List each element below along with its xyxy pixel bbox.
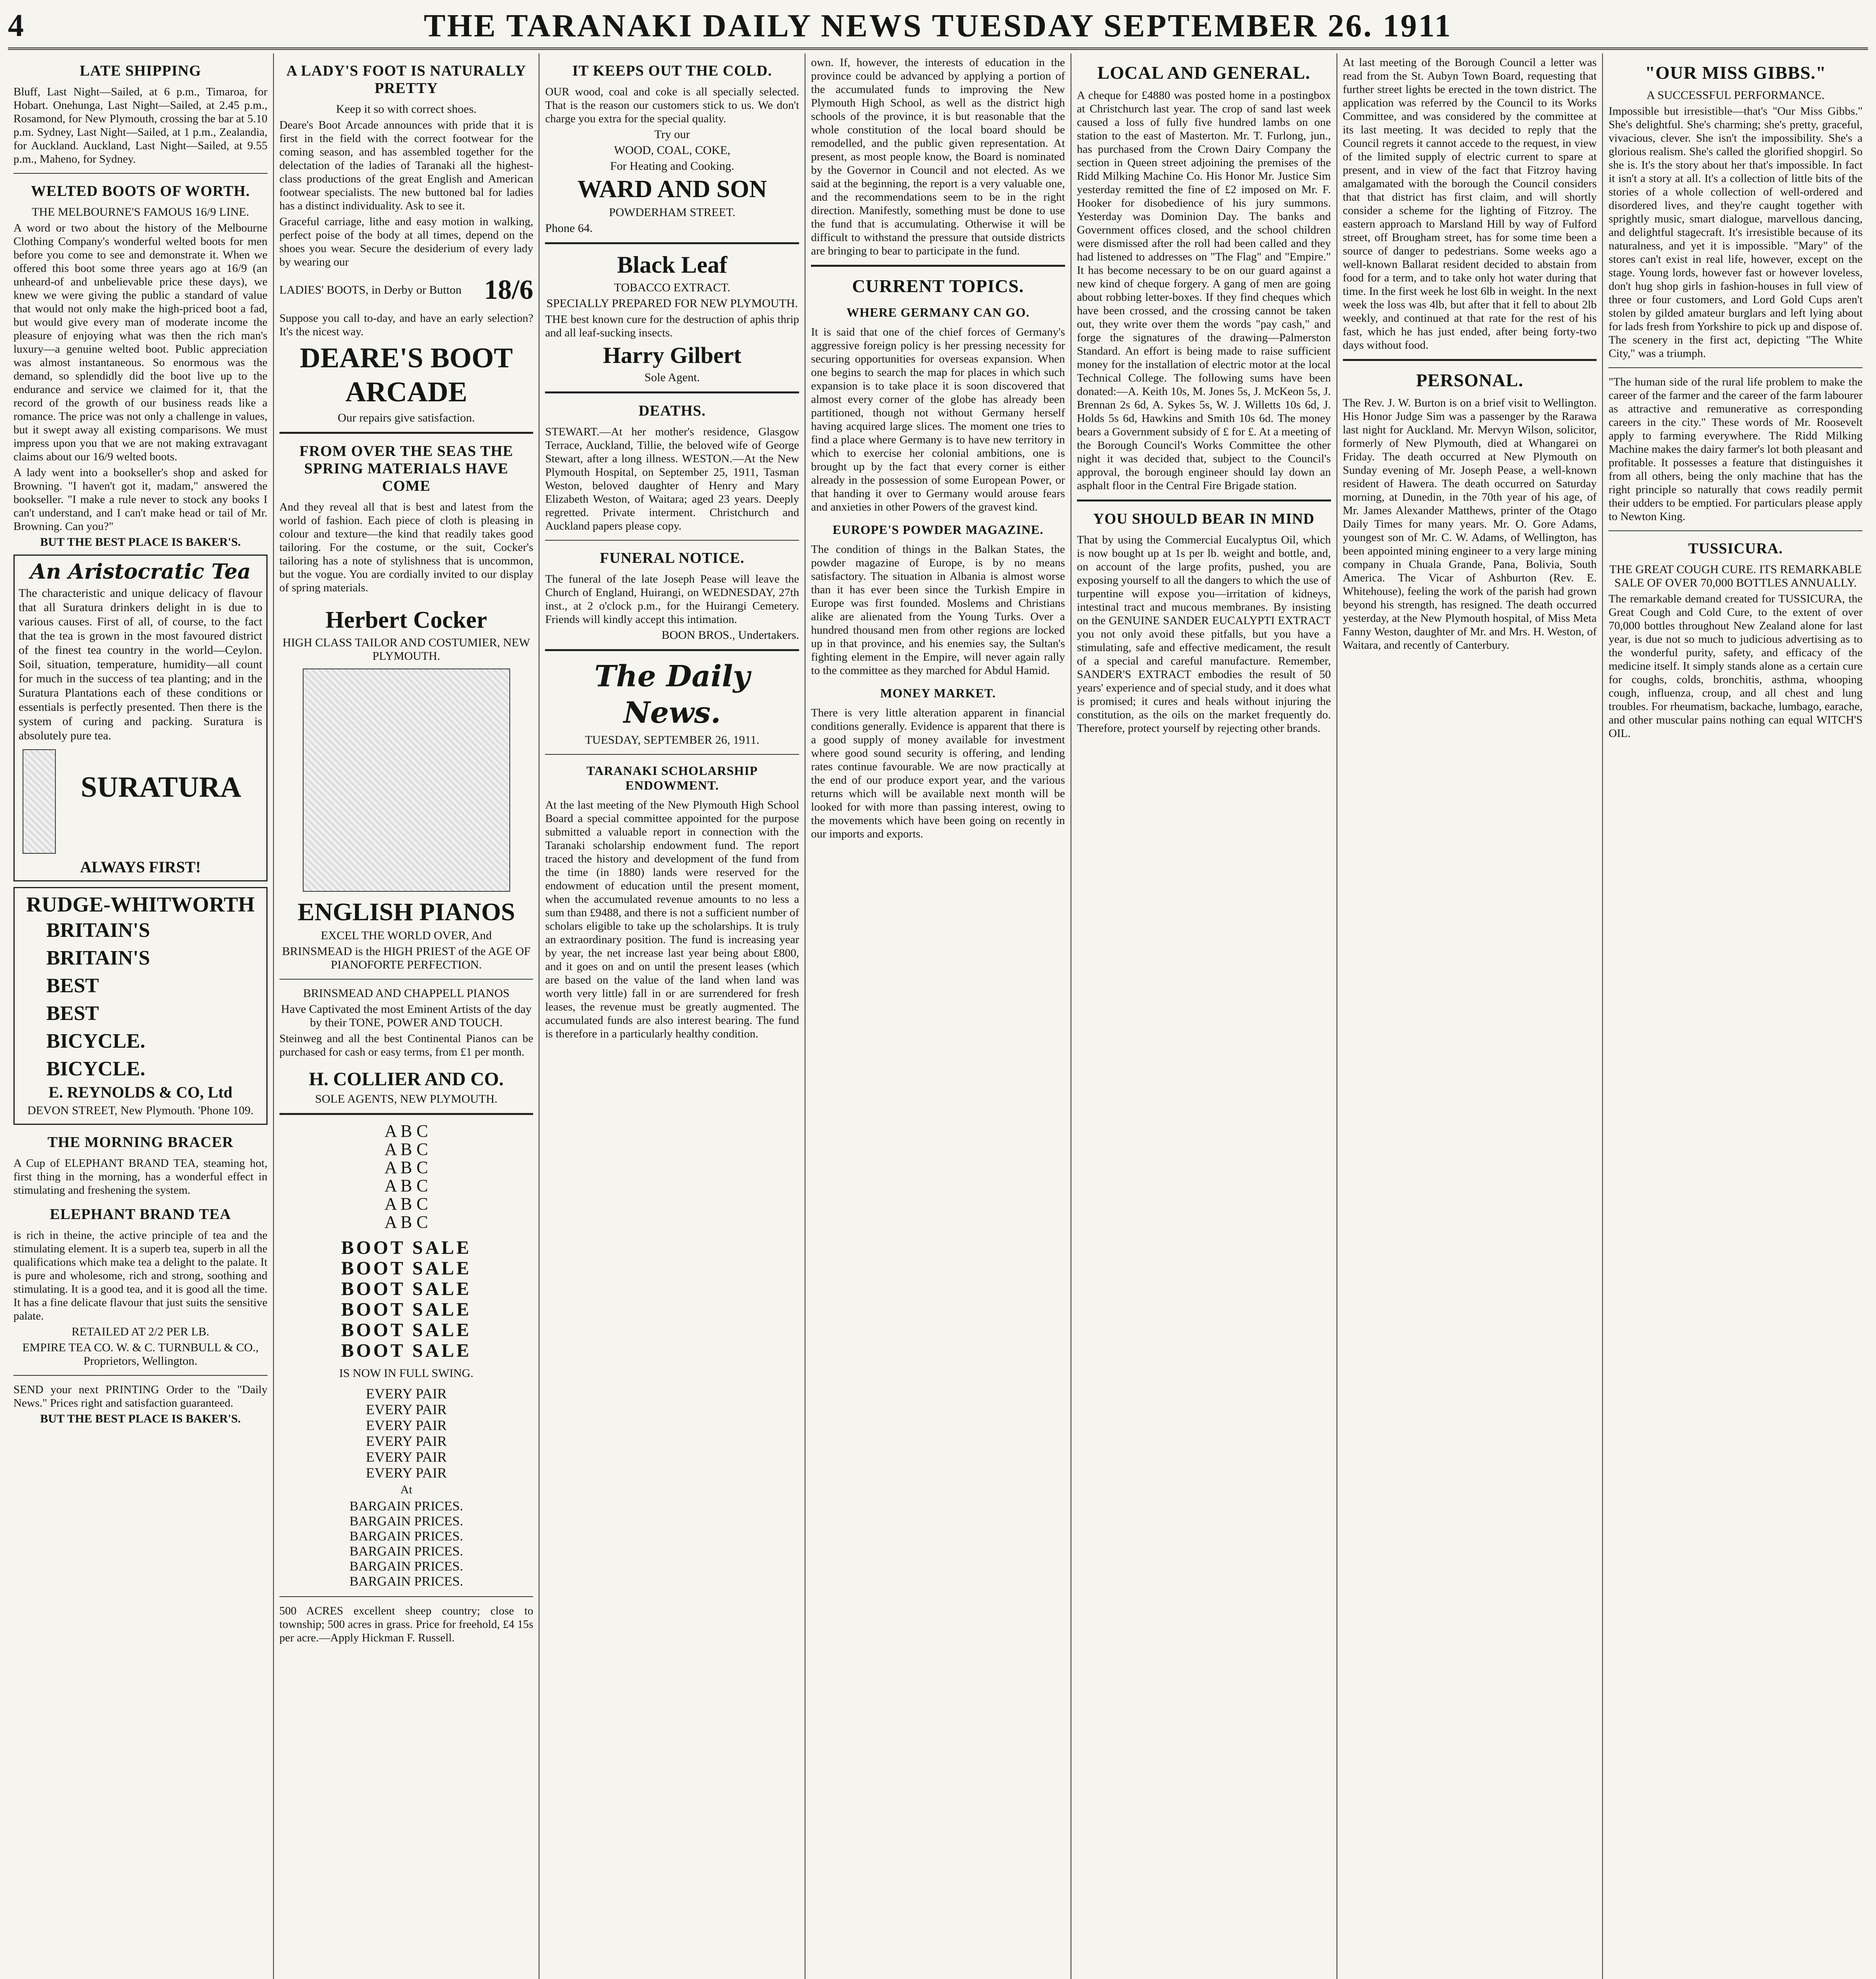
bargain-line: BARGAIN PRICES. <box>349 1529 463 1544</box>
page-title: THE TARANAKI DAILY NEWS TUESDAY SEPTEMBER 26. 1911 <box>423 8 1453 44</box>
acres-advert: 500 ACRES excellent sheep country; close to township; 500 acres in grass. Price for freehold, £4 15s per acre.—Apply Hickman F. Russell. <box>279 1605 534 1644</box>
abc-line: A B C <box>384 1212 428 1232</box>
germany-heading: WHERE GERMANY CAN GO. <box>846 305 1030 319</box>
local-text: A cheque for £4880 was posted home in a postingbox at Christchurch last year. The crop of sand last week caused a loss of fully five hundred lambs on one station to the east of Masterton. Mr. T. Furlong, jun., has purchased from the Crown Dairy Company the section in Queen street adjoining the premises of the Ridd Milking Machine Co. His Honor Mr. Justice Sim yesterday remitted the fine of £2 imposed on Mr. F. Hooker for disobedience of his jury summons. Yesterday was Dominion Day. The banks and Government offices closed, and the school children were dismissed after the roll had been called and they had listened to addresses on "The Flag" and "Empire." It has become necessary to be on our guard against a new kind of cheque forgery. A gang of men are going about robbing letter-boxes. If they find cheques which have been crossed, and the crossing cannot be taken out, they write over them the words "pay cash," and forge the signatures of the drawing—Palmerston Standard. An effort is being made to raise sufficient money for the installation of electric motor at the local Technical College. The following sums have been donated:—A. Keith 10s, M. Jones 5s, J. McKeon 5s, J. Brennan 2s 6d, A. Sykes 5s, W. J. Willetts 10s 6d, J. Holds 5s 6d, Hawkins and Smith 10s 6d. The money bears a Government subsidy of £ for £. At a meeting of the Borough Council's Works Committee the other night it was decided that, subject to the Council's approval, the borough engineer should lay down an asphalt floor in the Central Fire Brigade station. <box>1077 89 1331 492</box>
tea-title: An Aristocratic Tea <box>30 560 251 584</box>
abc-line: A B C <box>384 1158 428 1177</box>
boot-sale-block <box>279 1238 534 1361</box>
bracer-text: A Cup of ELEPHANT BRAND TEA, steaming hot, first thing in the morning, has a wonderful effect in stimulating and freshening the system. <box>13 1157 268 1197</box>
col6-lead-text: At last meeting of the Borough Council a letter was read from the St. Aubyn Town Board, requesting that further street lights be erected in the town district. The application was referred by the Council to its Works Committee, and was considered by the committee at its last meeting. It was decided to reply that the Council regrets it cannot accede to the request, in view of the limited supply of electric current to spare at present, and in view of the fact that Fitzroy having amalgamated with the borough the Council considers that that district has first claim, and will shortly consider a scheme for the lighting of Fitzroy. The eastern approach to Marsland Hill by way of Fulford street, off Brougham street, has for some time been a source of danger to pedestrians. Some weeks ago a well-known Ballarat resident decided to abstain from food for a term, and to take only hot water during that time. In the first week he lost 6lb in weight. In the next week the loss was 4lb, but after that it fell to about 2lb weekly, and continued at that rate for the rest of his fast, which he has just ended, after being forty-two days without food. <box>1342 56 1597 351</box>
reynolds-name: E. REYNOLDS & CO, Ltd <box>48 1083 233 1101</box>
rudge-list <box>19 917 262 1083</box>
tussicura-sub: THE GREAT COUGH CURE. ITS REMARKABLE SALE OF OVER 70,000 BOTTLES ANNUALLY. <box>1609 563 1862 589</box>
boot-sale-line: BOOT SALE <box>341 1237 472 1258</box>
at-line: At <box>400 1483 412 1496</box>
every-pair-line: EVERY PAIR <box>366 1465 447 1481</box>
specially-line: SPECIALLY PREPARED FOR NEW PLYMOUTH. <box>546 297 798 310</box>
boots-text: A word or two about the history of the Melbourne Clothing Company's wonderful welted boots for men before you come to see and demonstrate it. When we offered this boot some three years ago at 16/9 (an unheard-of and unbelievable price these days), we knew we were giving the public a standard of value that would not only make the high-priced boot a fad, but would give every man of moderate income the pleasure of enjoying what was then the rich man's luxury—a genuine welted boot. Public appreciation was almost instantaneous. So enormous was the demand, so splendidly did the boot live up to the endurance and service we claimed for it, that the record of the growth of our business reads like a romance. The price was not only a challenge in values, but it swept away all existing comparisons. We must impress upon you that we are not making extravagant claims about our 16/9 welted boots. <box>13 222 268 463</box>
powder-text: The condition of things in the Balkan States, the powder magazine of Europe, is by no means satisfactory. The situation in Albania is almost worse than it has ever been since the Turkish Empire in Europe was first founded. Moslems and Christians alike are alienated from the Young Turks. Over a hundred thousand men from other regions are locked up in that province, and his enemies say, the Sultan's fighting element in the Empire, will never again rally to the committee as they marched for Abdul Hamid. <box>811 543 1065 677</box>
shipping-text: Bluff, Last Night—Sailed, at 6 p.m., Timaroa, for Hobart. Onehunga, Last Night—Sailed, at 2.45 p.m., Rosamond, for New Plymouth, crossing the bar at 5.10 p.m. Sydney, Last Night—Sailed, at 1 p.m., Zealandia, for Auckland. Auckland, Last Night—Sailed, at 9.55 p.m., Maheno, for Sydney. <box>13 85 268 165</box>
every-pair-line: EVERY PAIR <box>366 1449 447 1465</box>
boot-sale-line: BOOT SALE <box>341 1340 472 1361</box>
tea-text: The characteristic and unique delicacy of flavour that all Suratura drinkers delight in is due to various causes. First of all, of course, to the fact that the tea is grown in the most favoured district of the finest tea country in the world—Ceylon. Soil, situation, temperature, humidity—all count for much in the success of tea planting; and in the Suratura Plantations each of these conditions or essentials is perfectly presented. Then there is the system of curing and packing. Suratura is absolutely pure tea. <box>19 587 262 742</box>
deaths-text: STEWART.—At her mother's residence, Glasgow Terrace, Auckland, Tillie, the beloved wife of George Stewart, after a long illness. WESTON.—At the New Plymouth Hospital, on September 25, 1911, Tasman Weston, beloved daughter of Henry and Mary Elizabeth Weston, of Waitara; aged 23 years. Deeply regretted. Private interment. Christchurch and Auckland papers please copy. <box>545 425 799 532</box>
money-text: There is very little alteration apparent in financial conditions generally. Evidence is apparent that there is a good supply of money available for investment where good sound security is offering, and lending rates continue favourable. We are now practically at the end of our produce export year, and the various returns which will be available next month will be looked for with more than passing interest, owing to the movements which have been going on recently in our imports and exports. <box>811 707 1065 840</box>
coal-text: OUR wood, coal and coke is all specially selected. That is the reason our customers stick to us. We don't charge you extra for the special quality. <box>545 85 799 125</box>
local-heading: LOCAL AND GENERAL. <box>1097 63 1310 83</box>
every-pair-line: EVERY PAIR <box>366 1433 447 1449</box>
funeral-heading: FUNERAL NOTICE. <box>600 550 745 566</box>
keeps-cold: IT KEEPS OUT THE COLD. <box>572 63 772 79</box>
boots-sub: THE MELBOURNE'S FAMOUS 16/9 LINE. <box>32 205 249 218</box>
gibbs-sub: A SUCCESSFUL PERFORMANCE. <box>1646 89 1825 102</box>
tussicura-heading: TUSSICURA. <box>1688 540 1783 557</box>
suratura-brand: SURATURA <box>81 771 241 803</box>
money-heading: MONEY MARKET. <box>880 686 996 700</box>
personal-text: The Rev. J. W. Burton is on a brief visit to Wellington. His Honor Judge Sim was a passenger by the Rarawa last night for Auckland. Mr. Mervyn Wilson, solicitor, formerly of New Plymouth, died at Whangarei on Friday. The death occurred at New Plymouth on Sunday evening of Mr. Joseph Pease, a well-known resident of Hawera. The death occurred on Saturday morning, at Dunedin, in the 70th year of his age, of Mr. James Alexander Matthews, printer of the Otago Daily Times for many years. Mr. O. Gore Adams, youngest son of Mr. C. W. Adams, of Wellington, has been appointed mining engineer to a very large mining company in Chuala Grande, Pana, Bolivia, South America. The Vicar of Ashburton (Rev. E. Whitehouse), feeling the work of the parish had grown beyond his strength, has resigned. The death occurred yesterday, at the New Plymouth hospital, of Miss Meta Fanny Weston, daughter of Mr. and Mrs. H. Weston, of Waitara, and recently of Canterbury. <box>1342 397 1597 651</box>
heating-line: For Heating and Cooking. <box>610 160 734 173</box>
boot-sale-line: BOOT SALE <box>341 1258 472 1279</box>
column-1 <box>8 53 274 1979</box>
scholarship-text: At the last meeting of the New Plymouth High School Board a special committee appointed for the purpose submitted a valuable report in connection with the Taranaki scholarship endowment fund. The report traced the history and development of the fund from the time (in 1880) lands were reserved for the endowment of education until the present moment, when the accumulated revenue amounts to no less a sum than £9488, and there is not a sufficient number of scholars eligible to take up the scholarships. It is truly an extraordinary position. The fund is increasing year by year, the net increase last year being about £800, and it goes on and on until the present leases (which are based on the value of the land when land was worth very little) fall in or are surrendered for fresh leases, the revenue must be greatly augmented. The accumulated funds are also interest bearing. The fund is therefore in a particularly healthy condition. <box>545 799 799 1040</box>
try-our: Try our <box>654 128 690 141</box>
retailed-price: RETAILED AT 2/2 PER LB. <box>71 1325 209 1338</box>
empire-tea: EMPIRE TEA CO. W. & C. TURNBULL & CO., Proprietors, Wellington. <box>22 1341 259 1367</box>
remember-heading: YOU SHOULD BEAR IN MIND <box>1093 511 1315 527</box>
pianos-heading: ENGLISH PIANOS <box>297 898 515 926</box>
germany-text: It is said that one of the chief forces of Germany's aggressive foreign policy is her pressing necessity for securing opportunities for overseas expansion. When one begins to search the map for places in which such expansion is to take place it is soon discovered that almost every corner of the globe has already been partitioned, though not without Germany herself having acquired large slices. The moment one tries to find a place where Germany is to have new territory in which to exercise her colonial ambitions, one is brought up by the fact that every corner is either already in the possession of some European Power, or that handing it over to Germany would arouse fears and anxieties in other Powers of the gravest kind. <box>811 326 1065 513</box>
leaf-text: THE best known cure for the destruction of aphis thrip and all leaf-sucking insects. <box>545 313 799 339</box>
boot-sale-line: BOOT SALE <box>341 1320 472 1341</box>
remember-text: That by using the Commercial Eucalyptus Oil, which is now bought up at 1s per lb. weight and bottle, and, on account of the large profits, pushed, you are exposing yourself to all the dangers to which the use of turpentine will expose you—irritation of kidneys, intestinal tract and mucous membranes. By insisting on the GENUINE SANDER EUCALYPTI EXTRACT you not only avoid these pitfalls, but you have a stimulating, safe and effective medicament, the result of a special and careful manufacture. Remember, SANDER'S EXTRACT embodies the result of 50 years' experience and of special study, and it does what is promised; it cures and heals without injuring the constitution, as the oils on the market frequently do. Therefore, protect yourself by rejecting other brands. <box>1077 534 1331 735</box>
bookseller-text: A lady went into a bookseller's shop and asked for Browning. "I haven't got it, madam," answered the bookseller. "I make a rule never to stock any books I can't understand, and I can't make head or tail of Mr. Browning. Can you?" <box>13 466 268 533</box>
rudge-item: BICYCLE. <box>46 1058 145 1080</box>
steinweg-text: Steinweg and all the best Continental Pianos can be purchased for cash or easy terms, from £1 per month. <box>279 1032 534 1058</box>
gibbs-heading: "OUR MISS GIBBS." <box>1645 63 1827 83</box>
foot-heading: A LADY'S FOOT IS NATURALLY PRETTY <box>286 63 526 97</box>
tussicura-text: The remarkable demand created for TUSSICURA, the Great Cough and Cold Cure, to the extent of over 70,000 bottles throughout New Zealand alone for last year, is due not so much to judicious advertising as to the wonderful purity, safety, and efficacy of the medicine itself. It simply stands alone as a certain cure for coughs, colds, bronchitis, asthma, whooping cough, influenza, croup, and all chest and lung troubles. For rheumatism, backache, lumbago, earache, and other muscular pains nothing can equal WITCH'S OIL. <box>1608 593 1863 740</box>
printing-order: SEND your next PRINTING Order to the "Daily News." Prices right and satisfaction guaranteed. <box>13 1383 268 1409</box>
rudge-item: BEST <box>46 974 99 997</box>
bakers-line: BUT THE BEST PLACE IS BAKER'S. <box>40 536 241 549</box>
every-pair-block <box>279 1386 534 1481</box>
pianos-line1: EXCEL THE WORLD OVER, And <box>321 929 492 942</box>
seas-heading: FROM OVER THE SEAS THE SPRING MATERIALS HAVE COME <box>299 443 513 494</box>
graceful-text: Graceful carriage, lithe and easy motion in walking, perfect poise of the body at all times, depend on the shoes you wear. Secure the desiderium of every lady by wearing our <box>279 215 534 268</box>
column-4 <box>805 53 1071 1979</box>
every-pair-line: EVERY PAIR <box>366 1402 447 1417</box>
rudge-item: BICYCLE. <box>46 1030 145 1052</box>
rudge-item: BRITAIN'S <box>46 947 150 969</box>
boot-sale-line: BOOT SALE <box>341 1299 472 1320</box>
column-5 <box>1071 53 1337 1979</box>
bargain-line: BARGAIN PRICES. <box>349 1574 463 1589</box>
scholarship-heading: TARANAKI SCHOLARSHIP ENDOWMENT. <box>586 763 758 792</box>
deares-arcade: DEARE'S BOOT ARCADE <box>300 342 513 408</box>
black-leaf: Black Leaf <box>617 252 727 278</box>
brinsmead-heading: BRINSMEAD AND CHAPPELL PIANOS <box>303 987 510 1000</box>
funeral-text: The funeral of the late Joseph Pease will leave the Church of England, Huirangi, on WEDNESDAY, 27th inst., at 2 o'clock p.m., for the Huirangi Cemetery. Friends will kindly accept this intimation. <box>545 573 799 626</box>
rudge-advert <box>13 887 268 1125</box>
ward-and-son: WARD AND SON <box>577 176 767 203</box>
powder-heading: EUROPE'S POWDER MAGAZINE. <box>832 522 1044 537</box>
rural-text: "The human side of the rural life problem to make the career of the farmer and the career of the farm labourer as attractive and remunerative as corresponding careers in the city." These words of Mr. Roosevelt apply to farming everywhere. The Ridd Milking Machine makes the dairy farmer's lot both pleasant and profitable. It possesses a feature that distinguishes it from all others, being the only machine that has the right principle so naturally that cows readily permit their udders to be emptied. For particulars please apply to Newton King. <box>1608 376 1863 523</box>
ladies-boots: LADIES' BOOTS, in Derby or Button <box>279 283 462 296</box>
tobacco-line: TOBACCO EXTRACT. <box>614 281 731 294</box>
abc-line: A B C <box>384 1194 428 1214</box>
suppose-text: Suppose you call to-day, and have an early selection? It's the nicest way. <box>279 312 534 338</box>
wood-coal-coke: WOOD, COAL, COKE, <box>614 144 731 157</box>
phone-line: Phone 64. <box>545 222 593 235</box>
brinsmead-text: Have Captivated the most Eminent Artists of the day by their TONE, POWER AND TOUCH. <box>281 1003 532 1029</box>
columns <box>8 53 1868 1979</box>
cocker-sub: HIGH CLASS TAILOR AND COSTUMIER, NEW PLYMOUTH. <box>282 636 530 663</box>
current-topics-heading: CURRENT TOPICS. <box>852 276 1024 296</box>
every-pair-line: EVERY PAIR <box>366 1386 447 1402</box>
column-3 <box>539 53 805 1979</box>
cocker-name: Herbert Cocker <box>325 607 487 633</box>
collier-sub: SOLE AGENTS, NEW PLYMOUTH. <box>315 1092 497 1105</box>
column-7 <box>1603 53 1868 1979</box>
undertakers: BOON BROS., Undertakers. <box>661 629 799 642</box>
tea-plant-illustration <box>23 749 56 854</box>
bakers-line-2: BUT THE BEST PLACE IS BAKER'S. <box>40 1412 241 1425</box>
seas-text: And they reveal all that is best and latest from the world of fashion. Each piece of cloth is pleasing in colour and texture—the kind that readily takes good tailoring. For the costume, or the suit, Cocker's tailoring has a note of stylishness that is uncommon, but the vogue. You are cordially invited to our display of spring materials. <box>279 501 534 594</box>
bracer-heading: THE MORNING BRACER <box>47 1134 234 1151</box>
deaths-heading: DEATHS. <box>638 403 706 419</box>
boots-heading: WELTED BOOTS OF WORTH. <box>31 183 250 199</box>
personal-heading: PERSONAL. <box>1416 370 1523 390</box>
collier-name: H. COLLIER AND CO. <box>309 1069 504 1090</box>
piano-illustration <box>303 669 510 892</box>
col4-lead-text: own. If, however, the interests of education in the province could be advanced by applying a portion of the accumulated funds to improving the New Plymouth High School, as well as the district high schools of the province, it is but reasonable that the whole constitution of the local board should be remodelled, and the public given representation. At present, as most people know, the Board is nominated by the Governor in Council and not elected. As we said at the beginning, the report is a very valuable one, and the recommendations seem to be in the right direction. Manifestly, something must be done to use the fund that is accumulating. Otherwise it will be difficult to withstand the pressure that outside districts are bringing to bear to participate in the fund. <box>811 56 1065 257</box>
gibbs-text: Impossible but irresistible—that's "Our Miss Gibbs." She's delightful. She's charming; she's pretty, graceful, vivacious, clever. She isn't the impossibility. She's a glorious realism. She's called the glorified shopgirl. So she is. It's the story about her that's impossible. In fact it isn't a story at all. It's a collection of little bits of the stories of a whole collection of well-ordered and disordered lives, and they're caught together with sprightly music, smart dialogue, marvellous dancing, and delightful stagecraft. It's irresistible because of its naturalness, and yet it is impossible. "Mary" of the stores can't exist in real life, however, except on the stage. Young lords, however fast or however loveless, don't hug shop girls in fashion-houses in full view of three or four customers, and Lord Gold Cups aren't stolen by gilded amateur burglars and left lying about for lads fresh from Yorkshire to pick up and dispose of. The scenery in the first act, depicting "The White City," was a triumph. <box>1608 105 1863 360</box>
column-2 <box>274 53 540 1979</box>
shipping-heading: LATE SHIPPING <box>80 63 201 79</box>
elephant-heading: ELEPHANT BRAND TEA <box>49 1206 231 1223</box>
repairs-line: Our repairs give satisfaction. <box>338 411 475 424</box>
page-number: 4 <box>8 8 24 43</box>
tea-advert <box>13 555 268 881</box>
always-first: ALWAYS FIRST! <box>80 858 201 876</box>
column-6 <box>1337 53 1603 1979</box>
abc-line: A B C <box>384 1176 428 1195</box>
is-now-line: IS NOW IN FULL SWING. <box>339 1367 474 1380</box>
abc-line: A B C <box>384 1121 428 1141</box>
bargain-block <box>279 1499 534 1589</box>
foot-text: Deare's Boot Arcade announces with pride that it is first in the field with the correct footwear for the coming season, and has assembled together for the delectation of the ladies of Taranaki all the highest-class productions of the great English and American footwear specialists. The new buttoned bal for ladies has a distinct individuality. Ask to see it. <box>279 119 534 212</box>
pianos-line2: BRINSMEAD is the HIGH PRIEST of the AGE OF PIANOFORTE PERFECTION. <box>282 945 531 971</box>
boots-price: 18/6 <box>484 275 534 305</box>
rudge-item: BRITAIN'S <box>46 919 150 942</box>
elephant-text: is rich in theine, the active principle of tea and the stimulating element. It is a superb tea, superb in all the qualifications which make tea a delight to the palate. It is pure and wholesome, rich and strong, soothing and stimulating. It is a good tea, and it is good all the time. It has a fine delicate flavour that just suits the sensitive palate. <box>13 1229 268 1322</box>
bargain-line: BARGAIN PRICES. <box>349 1544 463 1559</box>
boot-sale-line: BOOT SALE <box>341 1278 472 1299</box>
reynolds-address: DEVON STREET, New Plymouth. 'Phone 109. <box>27 1104 254 1117</box>
bargain-line: BARGAIN PRICES. <box>349 1514 463 1529</box>
bargain-line: BARGAIN PRICES. <box>349 1559 463 1574</box>
masthead <box>8 4 1868 50</box>
sole-agent: Sole Agent. <box>644 371 700 384</box>
abc-line: A B C <box>384 1140 428 1159</box>
rudge-item: BEST <box>46 1002 99 1025</box>
foot-sub: Keep it so with correct shoes. <box>336 103 477 116</box>
ward-sub: POWDERHAM STREET. <box>609 206 736 219</box>
daily-news-title: The Daily News. <box>594 659 750 730</box>
every-pair-line: EVERY PAIR <box>366 1417 447 1433</box>
date-line: TUESDAY, SEPTEMBER 26, 1911. <box>585 733 760 746</box>
rudge-title: RUDGE-WHITWORTH <box>26 893 255 916</box>
abc-block <box>279 1122 534 1231</box>
bargain-line: BARGAIN PRICES. <box>349 1499 463 1514</box>
harry-gilbert: Harry Gilbert <box>603 342 742 368</box>
